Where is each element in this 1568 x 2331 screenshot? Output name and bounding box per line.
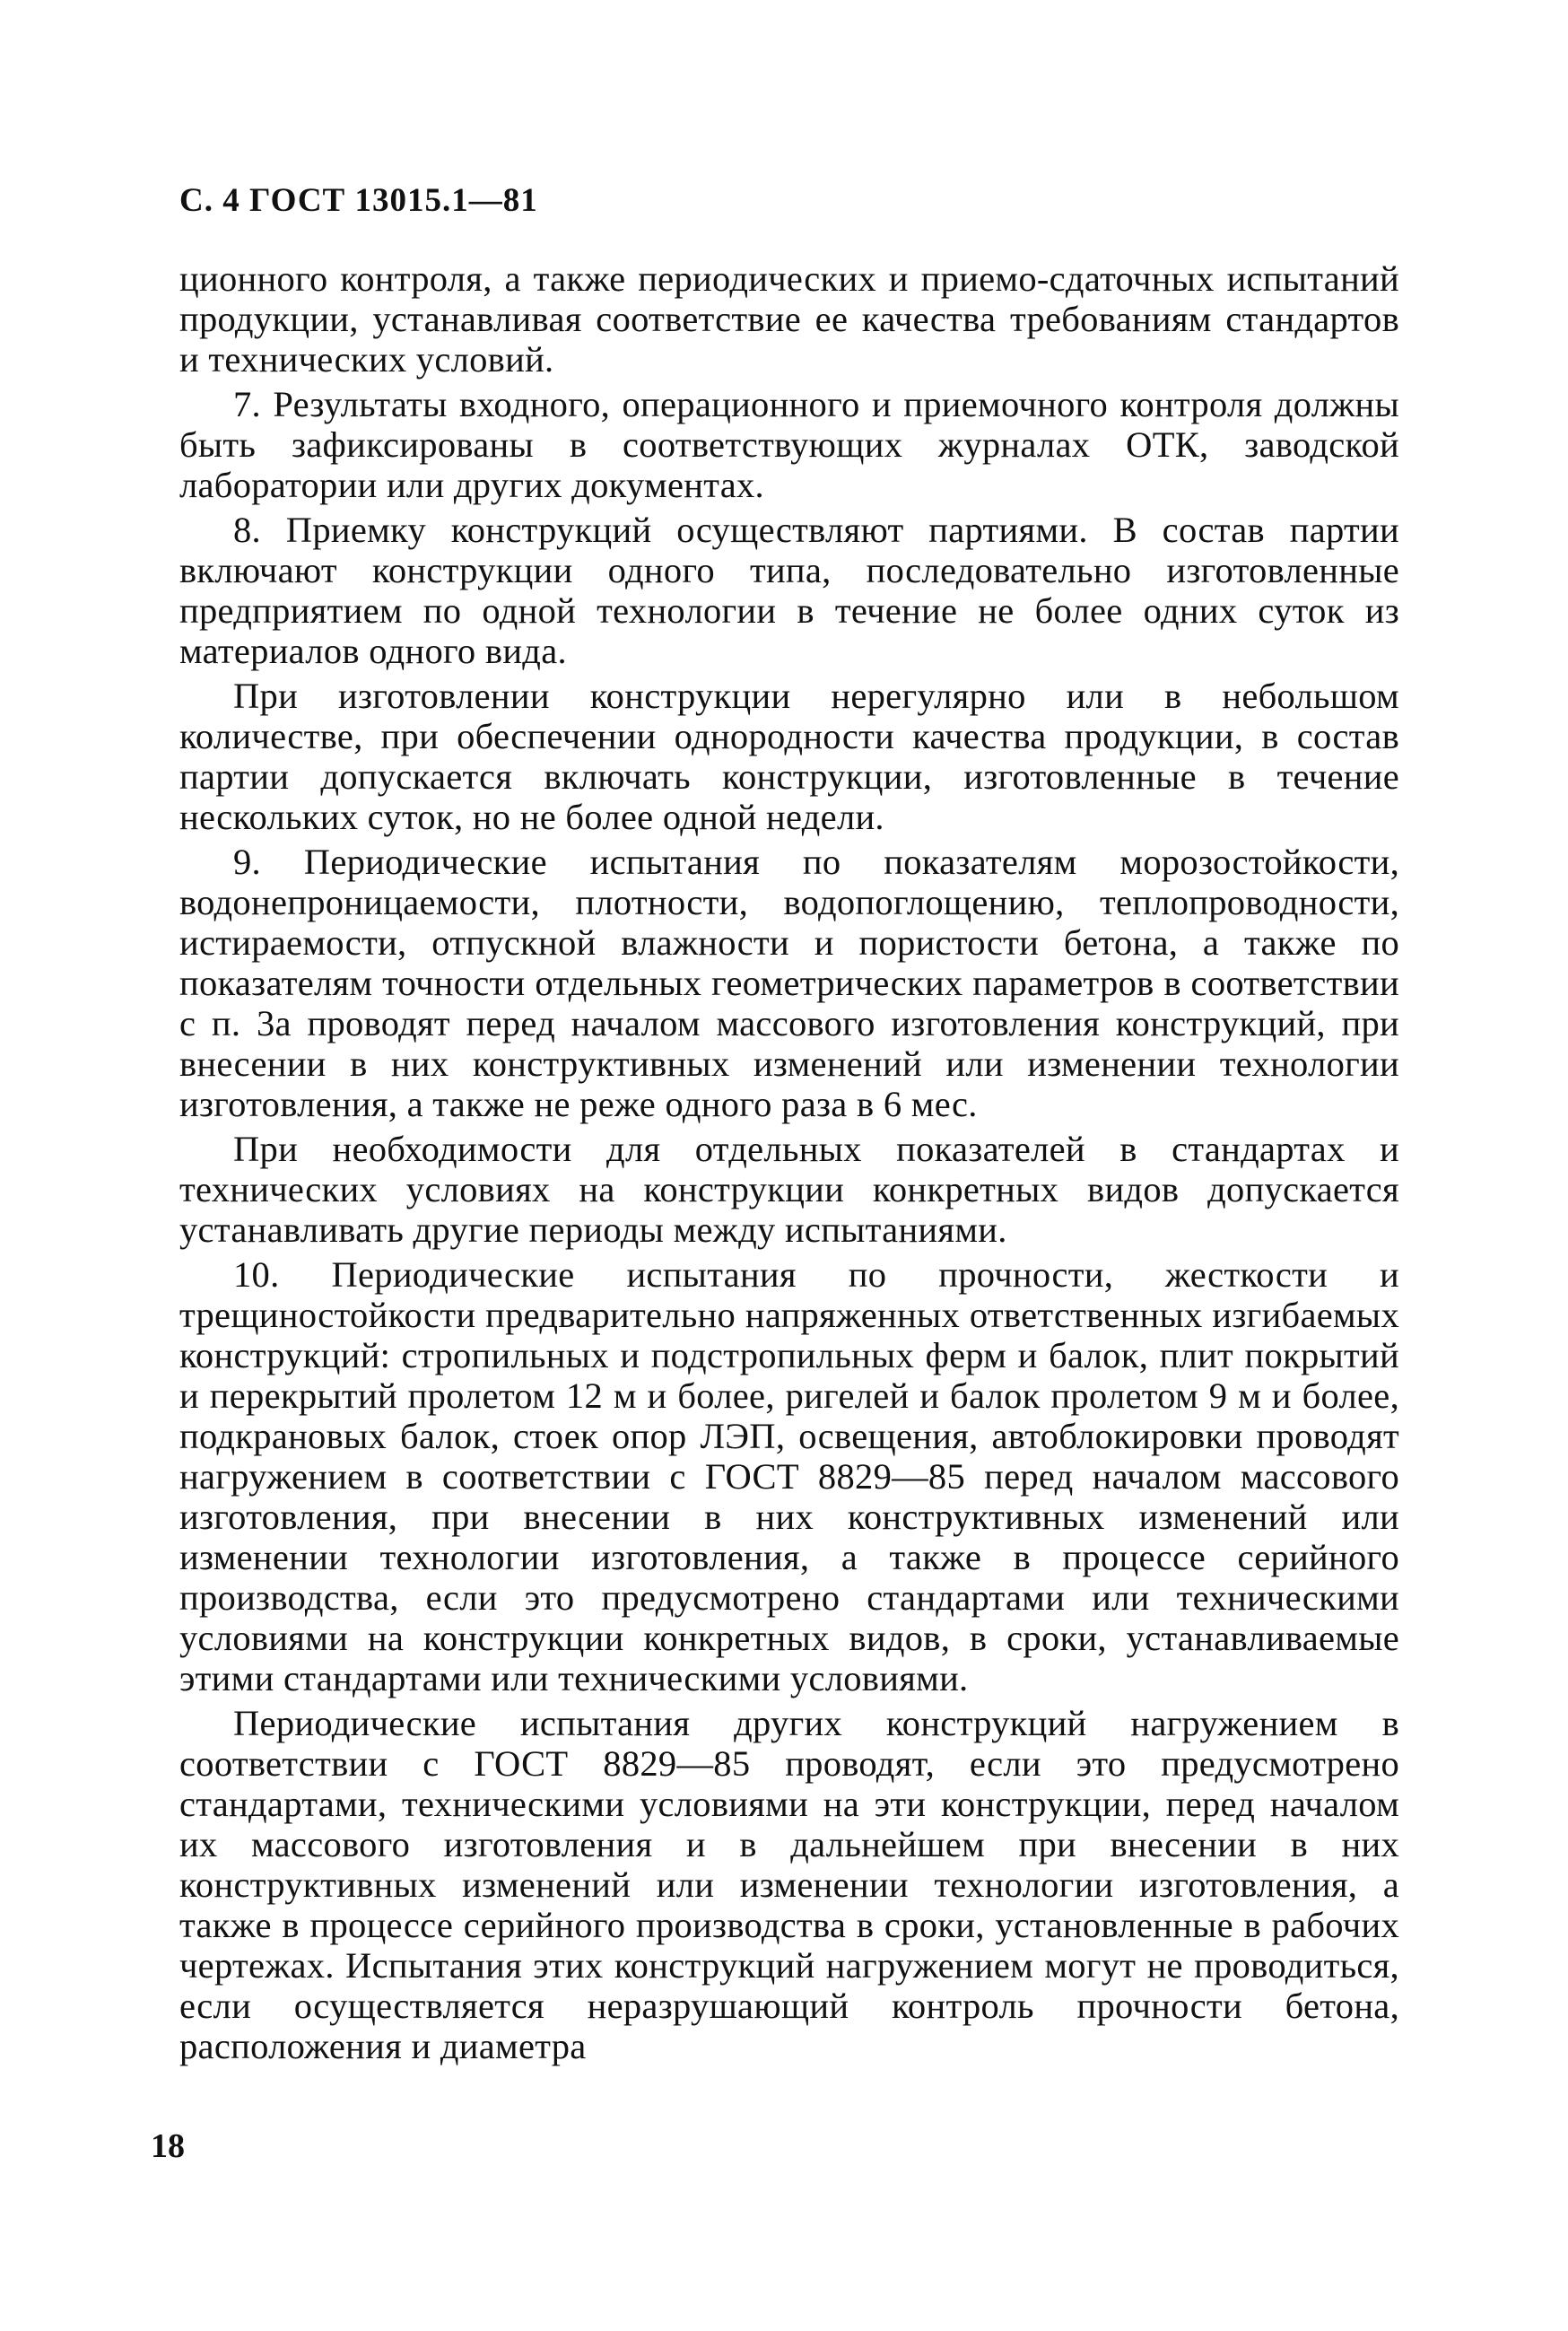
page-number: 18: [151, 2127, 185, 2165]
paragraph-continuation: ционного контроля, а также периодических и приемо-сдаточных испытаний продукции, устанавливая соответствие ее качества требованиям стандартов и технических условий.: [179, 258, 1399, 380]
page-header: С. 4 ГОСТ 13015.1—81: [179, 182, 538, 219]
paragraph-item-10-note: Периодические испытания других конструкций нагружением в соответствии с ГОСТ 8829—85 проводят, если это предусмотрено стандартами, техническими условиями на эти конструкции, перед началом их массового изготовления и в дальнейшем при внесении в них конструктивных изменений или изменении технологии изготовления, а также в процессе серийного производства в сроки, установленные в рабочих чертежах. Испытания этих конструкций нагружением могут не проводиться, если осуществляется неразрушающий контроль прочности бетона, расположения и диаметра: [179, 1703, 1399, 2066]
paragraph-item-7: 7. Результаты входного, операционного и приемочного контроля должны быть зафиксированы в соответствующих журналах ОТК, заводской лаборатории или других документах.: [179, 384, 1399, 505]
paragraph-item-9: 9. Периодические испытания по показателям морозостойкости, водонепроницаемости, плотности, водопоглощению, теплопроводности, истираемости, отпускной влажности и пористости бетона, а также по показателям точности отдельных геометрических параметров в соответствии с п. 3а проводят перед началом массового изготовления конструкций, при внесении в них конструктивных изменений или изменении технологии изготовления, а также не реже одного раза в 6 мес.: [179, 842, 1399, 1124]
paragraph-item-8-note: При изготовлении конструкции нерегулярно или в небольшом количестве, при обеспечении однородности качества продукции, в состав партии допускается включать конструкции, изготовленные в течение нескольких суток, но не более одной недели.: [179, 676, 1399, 837]
paragraph-item-9-note: При необходимости для отдельных показателей в стандартах и технических условиях на конструкции конкретных видов допускается устанавливать другие периоды между испытаниями.: [179, 1129, 1399, 1250]
document-body: [179, 258, 1399, 2071]
paragraph-item-10: 10. Периодические испытания по прочности, жесткости и трещиностойкости предварительно напряженных ответственных изгибаемых конструкций: стропильных и подстропильных ферм и балок, плит покрытий и перекрытий пролетом 12 м и более, ригелей и балок пролетом 9 м и более, подкрановых балок, стоек опор ЛЭП, освещения, автоблокировки проводят нагружением в соответствии с ГОСТ 8829—85 перед началом массового изготовления, при внесении в них конструктивных изменений или изменении технологии изготовления, а также в процессе серийного производства, если это предусмотрено стандартами или техническими условиями на конструкции конкретных видов, в сроки, устанавливаемые этими стандартами или техническими условиями.: [179, 1254, 1399, 1698]
paragraph-item-8: 8. Приемку конструкций осуществляют партиями. В состав партии включают конструкции одного типа, последовательно изготовленные предприятием по одной технологии в течение не более одних суток из материалов одного вида.: [179, 510, 1399, 671]
